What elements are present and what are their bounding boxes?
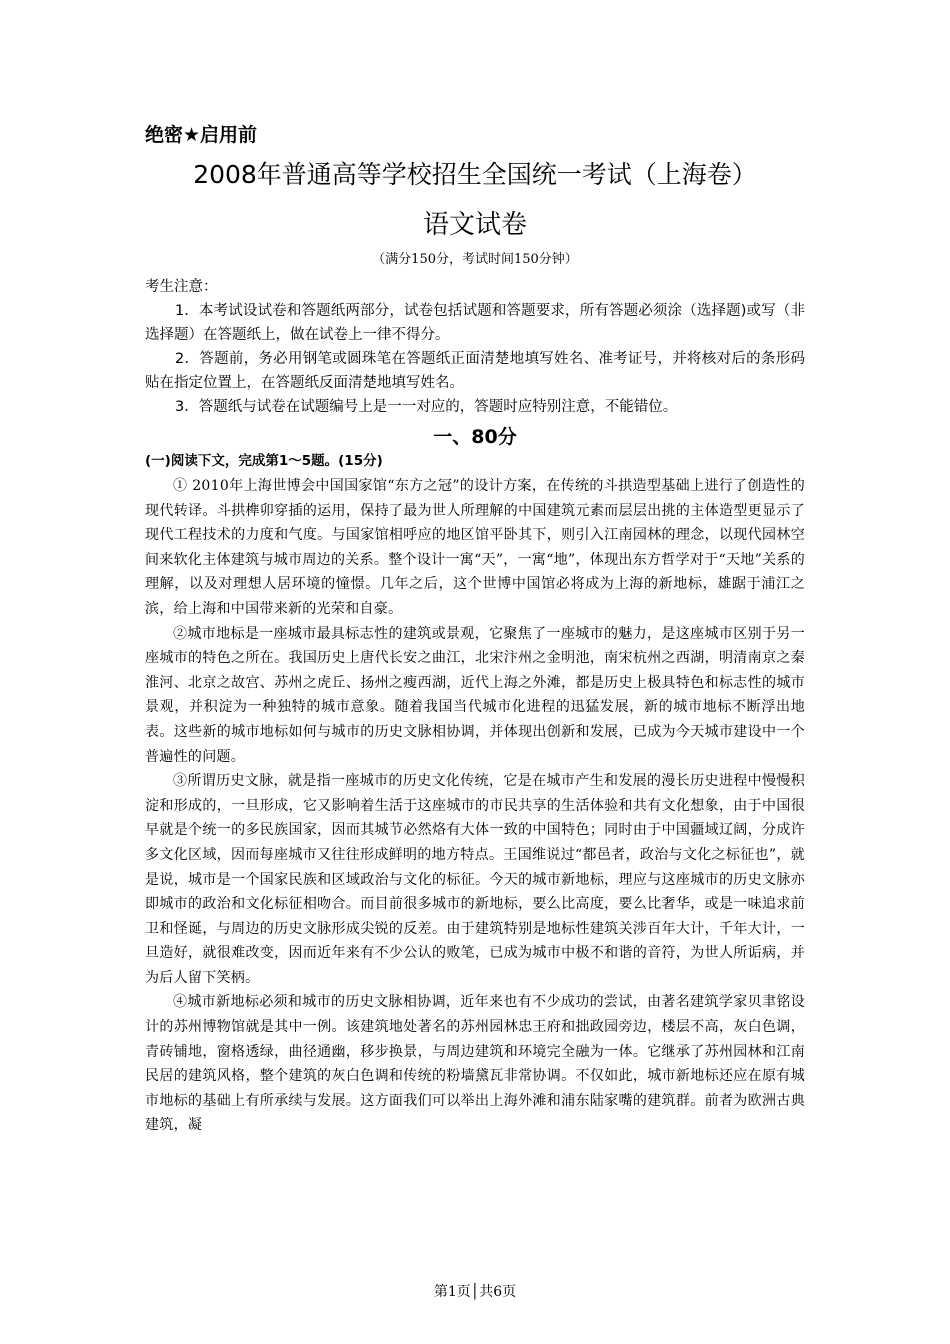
secret-mark: 绝密★启用前 bbox=[145, 124, 258, 146]
passage-paragraph: ②城市地标是一座城市最具标志性的建筑或景观，它聚焦了一座城市的魅力，是这座城市区别于另一座城市的特色之所在。我国历史上唐代长安之曲江，北宋汴州之金明池，南宋杭州之西湖，明清南京之秦淮河、北京之故宫、苏州之虎丘、扬州之瘦西湖，近代上海之外滩，都是历史上极具特色和标志性的城市景观，并积淀为一种独特的城市意象。随着我国当代城市化进程的迅猛发展，新的城市地标不断浮出地表。这些新的城市地标如何与城市的历史文脉相协调，并体现出创新和发展，已成为今天城市建设中一个普遍性的问题。 bbox=[145, 625, 805, 765]
passage-paragraph: ① 2010年上海世博会中国国家馆“东方之冠”的设计方案，在传统的斗拱造型基础上进行了创造性的现代转译。斗拱榫卯穿插的运用，保持了最为世人所理解的中国建筑元素而层层出挑的主体造型更显示了现代工程技术的力度和气度。与国家馆相呼应的地区馆平卧其下，则引入江南园林的理念，以现代园林空间来软化主体建筑与城市周边的关系。整个设计一寓“天”，一寓“地”，体现出东方哲学对于“天地”关系的理解，以及对理想人居环境的憧憬。几年之后，这个世博中国馆必将成为上海的新地标，雄踞于浦江之滨，给上海和中国带来新的光荣和自豪。 bbox=[145, 478, 805, 617]
exam-title: 2008年普通高等学校招生全国统一考试（上海卷） bbox=[193, 160, 757, 189]
notice-item: 3．答题纸与试卷在试题编号上是一一对应的，答题时应特别注意，不能错位。 bbox=[175, 399, 678, 415]
page-number: 第1页│共6页 bbox=[433, 1284, 517, 1300]
passage-paragraph: ④城市新地标必须和城市的历史文脉相协调，近年来也有不少成功的尝试，由著名建筑学家贝聿铭设计的苏州博物馆就是其中一例。该建筑地处著名的苏州园林忠王府和拙政园旁边，楼层不高，灰白色调，青砖铺地，窗格透绿，曲径通幽，移步换景，与周边建筑和环境完全融为一体。它继承了苏州园林和江南民居的建筑风格，整个建筑的灰白色调和传统的粉墙黛瓦非常协调。不仅如此，城市新地标还应在原有城市地标的基础上有所承续与发展。这方面我们可以举出上海外滩和浦东陆家嘴的建筑群。前者为欧洲古典建筑，凝 bbox=[145, 994, 805, 1134]
score-time-note: （满分150分，考试时间150分钟） bbox=[372, 252, 578, 267]
section-heading: 一、80分 bbox=[433, 426, 517, 448]
reading-passage bbox=[145, 474, 805, 1138]
subject-title: 语文试卷 bbox=[422, 210, 527, 240]
notice-label: 考生注意： bbox=[145, 279, 218, 295]
candidate-notice bbox=[145, 275, 805, 419]
passage-paragraph: ③所谓历史文脉，就是指一座城市的历史文化传统，它是在城市产生和发展的漫长历史进程中慢慢积淀和形成的，一旦形成，它又影响着生活于这座城市的市民共享的生活体验和共有文化想象，由于中国很早就是个统一的多民族国家，因而其城节必然烙有大体一致的中国特色；同时由于中国疆域辽阔，分成许多文化区域，因而每座城市又往往形成鲜明的地方特点。王国维说过“都邑者，政治与文化之标征也”，就是说，城市是一个国家民族和区域政治与文化的标征。今天的城市新地标，理应与这座城市的历史文脉亦即城市的政治和文化标征相吻合。而目前很多城市的新地标，要么比高度，要么比奢华，或是一味追求前卫和怪诞，与周边的历史文脉形成尖锐的反差。由于建筑特别是地标性建筑关涉百年大计，千年大计，一旦造好，就很难改变，因而近年来有不少公认的败笔，已成为城市中极不和谐的音符，为世人所诟病，并为后人留下笑柄。 bbox=[145, 773, 805, 986]
notice-item: 2．答题前，务必用钢笔或圆珠笔在答题纸正面清楚地填写姓名、准考证号，并将核对后的条形码贴在指定位置上，在答题纸反面清楚地填写姓名。 bbox=[145, 351, 805, 391]
notice-item: 1．本考试设试卷和答题纸两部分，试卷包括试题和答题要求，所有答题必须涂（选择题)或写（非选择题）在答题纸上，做在试卷上一律不得分。 bbox=[145, 303, 805, 343]
part-heading: (一)阅读下文，完成第1～5题。(15分) bbox=[145, 453, 383, 469]
